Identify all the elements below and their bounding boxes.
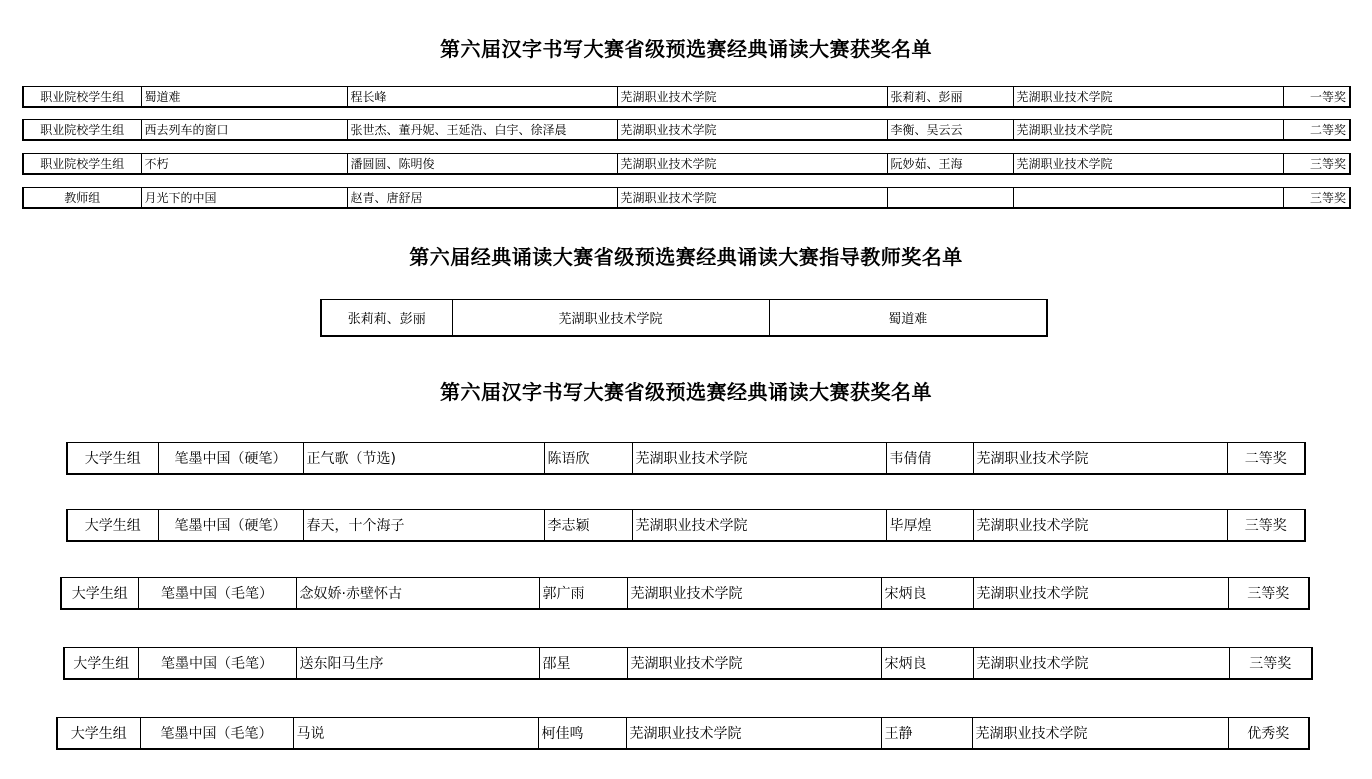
teacher-cell: 宋炳良	[881, 648, 973, 680]
work-cell: 蜀道难	[141, 87, 347, 108]
award-table-1-row	[22, 187, 1351, 209]
award-cell: 三等奖	[1283, 188, 1350, 209]
school-cell: 芜湖职业技术学院	[617, 87, 887, 108]
school-cell: 芜湖职业技术学院	[627, 648, 881, 680]
teacher-school-cell: 芜湖职业技术学院	[973, 648, 1229, 680]
teachers-cell: 张莉莉、彭丽	[321, 300, 452, 337]
award-table-3-row	[60, 577, 1310, 610]
group-cell: 大学生组	[67, 443, 158, 475]
student-cell: 郭广雨	[539, 578, 627, 610]
teacher-award-table-row	[320, 299, 1048, 337]
award-cell: 三等奖	[1228, 578, 1309, 610]
teacher-cell: 韦倩倩	[886, 443, 973, 475]
teacher-school-cell: 芜湖职业技术学院	[973, 578, 1228, 610]
award-cell: 二等奖	[1283, 120, 1350, 141]
school-cell: 芜湖职业技术学院	[626, 718, 881, 750]
award-table-3-row	[66, 509, 1306, 542]
category-cell: 笔墨中国（毛笔）	[140, 718, 293, 750]
teacher-school-cell: 芜湖职业技术学院	[1013, 154, 1283, 175]
school-cell: 芜湖职业技术学院	[632, 510, 886, 542]
work-cell: 春天，十个海子	[303, 510, 544, 542]
school-cell: 芜湖职业技术学院	[617, 154, 887, 175]
school-cell: 芜湖职业技术学院	[627, 578, 881, 610]
section-title-1: 第六届汉字书写大赛省级预选赛经典诵读大赛获奖名单	[440, 37, 932, 61]
teacher-school-cell: 芜湖职业技术学院	[973, 510, 1227, 542]
work-cell: 蜀道难	[769, 300, 1047, 337]
group-cell: 大学生组	[67, 510, 158, 542]
award-table-3-row	[56, 717, 1310, 750]
teacher-school-cell: 芜湖职业技术学院	[1013, 87, 1283, 108]
teacher-cell: 毕厚煌	[886, 510, 973, 542]
teacher-cell: 宋炳良	[881, 578, 973, 610]
category-cell: 笔墨中国（硬笔）	[158, 443, 303, 475]
student-cell: 邵星	[539, 648, 627, 680]
work-cell: 马说	[293, 718, 538, 750]
group-cell: 大学生组	[61, 578, 138, 610]
award-cell: 三等奖	[1229, 648, 1312, 680]
category-cell: 笔墨中国（毛笔）	[138, 648, 296, 680]
school-cell: 芜湖职业技术学院	[617, 120, 887, 141]
section-title-3: 第六届汉字书写大赛省级预选赛经典诵读大赛获奖名单	[440, 380, 932, 404]
section-title-2: 第六届经典诵读大赛省级预选赛经典诵读大赛指导教师奖名单	[409, 245, 963, 269]
award-table-1-row	[22, 86, 1351, 108]
teachers-cell: 张莉莉、彭丽	[887, 87, 1013, 108]
group-cell: 职业院校学生组	[23, 154, 141, 175]
award-cell: 三等奖	[1283, 154, 1350, 175]
award-cell: 二等奖	[1227, 443, 1305, 475]
school-cell: 芜湖职业技术学院	[617, 188, 887, 209]
students-cell: 潘圆圆、陈明俊	[347, 154, 617, 175]
work-cell: 送东阳马生序	[296, 648, 539, 680]
group-cell: 大学生组	[64, 648, 138, 680]
teacher-school-cell: 芜湖职业技术学院	[973, 443, 1227, 475]
teacher-school-cell: 芜湖职业技术学院	[972, 718, 1228, 750]
award-table-1-row	[22, 153, 1351, 175]
group-cell: 教师组	[23, 188, 141, 209]
work-cell: 西去列车的窗口	[141, 120, 347, 141]
teachers-cell: 阮妙茹、王海	[887, 154, 1013, 175]
teachers-cell: 李衡、吴云云	[887, 120, 1013, 141]
students-cell: 张世杰、董丹妮、王延浩、白宇、徐泽晨	[347, 120, 617, 141]
award-cell: 三等奖	[1227, 510, 1305, 542]
student-cell: 李志颖	[544, 510, 632, 542]
work-cell: 正气歌（节选)	[303, 443, 544, 475]
school-cell: 芜湖职业技术学院	[452, 300, 769, 337]
award-cell: 优秀奖	[1228, 718, 1309, 750]
award-table-1-row	[22, 119, 1351, 141]
category-cell: 笔墨中国（毛笔）	[138, 578, 296, 610]
work-cell: 不朽	[141, 154, 347, 175]
group-cell: 大学生组	[57, 718, 140, 750]
award-table-3-row	[66, 442, 1306, 475]
students-cell: 赵青、唐舒居	[347, 188, 617, 209]
teachers-cell	[887, 188, 1013, 209]
work-cell: 念奴娇·赤壁怀古	[296, 578, 539, 610]
category-cell: 笔墨中国（硬笔）	[158, 510, 303, 542]
group-cell: 职业院校学生组	[23, 87, 141, 108]
award-cell: 一等奖	[1283, 87, 1350, 108]
group-cell: 职业院校学生组	[23, 120, 141, 141]
student-cell: 陈语欣	[544, 443, 632, 475]
work-cell: 月光下的中国	[141, 188, 347, 209]
teacher-school-cell: 芜湖职业技术学院	[1013, 120, 1283, 141]
award-table-3-row	[63, 647, 1313, 680]
school-cell: 芜湖职业技术学院	[632, 443, 886, 475]
students-cell: 程长峰	[347, 87, 617, 108]
student-cell: 柯佳鸣	[538, 718, 626, 750]
teacher-school-cell	[1013, 188, 1283, 209]
teacher-cell: 王静	[881, 718, 972, 750]
